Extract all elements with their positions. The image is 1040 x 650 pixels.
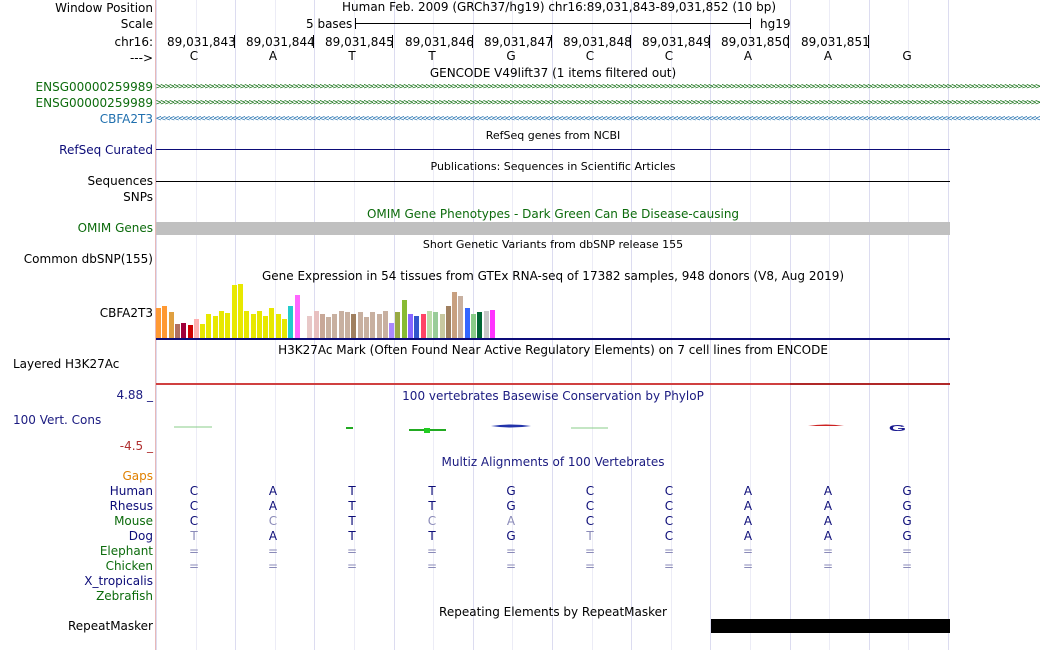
alignment-base: G xyxy=(506,529,516,543)
alignment-base: A xyxy=(743,514,753,528)
gtex-tissue-bar[interactable] xyxy=(238,284,243,338)
track-labels-panel xyxy=(0,0,155,650)
gtex-tissue-bar[interactable] xyxy=(225,313,230,338)
multiz-track-title: Multiz Alignments of 100 Vertebrates xyxy=(441,455,665,469)
phylop-mark-7 xyxy=(808,425,844,427)
alignment-base: T xyxy=(428,499,436,513)
label-species-chicken[interactable]: Chicken xyxy=(105,559,153,573)
assembly-label: hg19 xyxy=(760,17,791,31)
label-gene2[interactable]: ENSG00000259989 xyxy=(35,96,153,110)
label-dbsnp[interactable]: Common dbSNP(155) xyxy=(23,252,153,266)
gtex-tissue-bar[interactable] xyxy=(175,324,180,338)
ruler-position-label: 89,031,845 xyxy=(325,35,394,49)
alignment-base: = xyxy=(426,559,438,573)
scale-text: 5 bases xyxy=(306,17,353,31)
alignment-base: = xyxy=(663,559,675,573)
gtex-track-title: Gene Expression in 54 tissues from GTEx RNA-seq of 17382 samples, 948 donors (V8, Aug 2019) xyxy=(261,269,845,283)
ruler-position-label: 89,031,844 xyxy=(246,35,315,49)
alignment-base: A xyxy=(268,484,278,498)
alignment-base: C xyxy=(664,484,674,498)
dbsnp-track-title: Short Genetic Variants from dbSNP release 155 xyxy=(422,238,684,251)
alignment-base: = xyxy=(742,544,754,558)
alignment-base: T xyxy=(586,529,594,543)
label-window-position[interactable]: Window Position xyxy=(55,1,153,15)
sequence-base: A xyxy=(268,49,278,63)
ruler-position-label: 89,031,846 xyxy=(405,35,474,49)
label-gaps[interactable]: Gaps xyxy=(122,469,153,483)
gtex-baseline xyxy=(156,338,950,340)
position-title: Human Feb. 2009 (GRCh37/hg19) chr16:89,031,843-89,031,852 (10 bp) xyxy=(342,0,777,14)
gtex-tissue-bar[interactable] xyxy=(301,324,306,338)
gtex-tissue-bar[interactable] xyxy=(395,312,400,338)
gtex-tissue-bar[interactable] xyxy=(326,317,331,338)
alignment-base: G xyxy=(902,514,912,528)
label-arrow[interactable]: ---> xyxy=(129,51,153,65)
phylop-track-title: 100 vertebrates Basewise Conservation by PhyloP xyxy=(402,389,704,403)
gtex-tissue-bar[interactable] xyxy=(364,317,369,338)
alignment-base: C xyxy=(427,514,437,528)
gtex-tissue-bar[interactable] xyxy=(427,311,432,338)
alignment-base: A xyxy=(823,484,833,498)
ruler-position-label: 89,031,848 xyxy=(563,35,632,49)
alignment-base: = xyxy=(188,559,200,573)
refseq-track-title: RefSeq genes from NCBI xyxy=(485,129,621,142)
alignment-base: A xyxy=(823,514,833,528)
ruler-position-label: 89,031,851 xyxy=(801,35,870,49)
gtex-tissue-bar[interactable] xyxy=(458,296,463,338)
gtex-tissue-bar[interactable] xyxy=(477,312,482,338)
alignment-base: C xyxy=(585,514,595,528)
alignment-base: T xyxy=(348,529,356,543)
alignment-base: T xyxy=(428,529,436,543)
alignment-base: A xyxy=(268,499,278,513)
gtex-tissue-bar[interactable] xyxy=(206,314,211,338)
publications-line[interactable] xyxy=(156,181,950,182)
sequence-base: A xyxy=(823,49,833,63)
alignment-base: G xyxy=(506,499,516,513)
sequence-base: C xyxy=(664,49,674,63)
label-species-mouse[interactable]: Mouse xyxy=(114,514,153,528)
alignment-base: T xyxy=(348,499,356,513)
alignment-base: C xyxy=(268,514,278,528)
alignment-base: C xyxy=(664,514,674,528)
gtex-tissue-bar[interactable] xyxy=(244,311,249,338)
gtex-tissue-bar[interactable] xyxy=(156,308,161,338)
sequence-base: G xyxy=(902,49,912,63)
gtex-tissue-bar[interactable] xyxy=(257,311,262,338)
label-snps[interactable]: SNPs xyxy=(123,190,153,204)
gtex-tissue-bar[interactable] xyxy=(219,311,224,338)
sequence-base: T xyxy=(348,49,356,63)
gtex-tissue-bar[interactable] xyxy=(332,314,337,338)
label-h3k27ac[interactable]: Layered H3K27Ac xyxy=(13,357,120,371)
label-refseq[interactable]: RefSeq Curated xyxy=(59,143,153,157)
gtex-tissue-bar[interactable] xyxy=(295,295,300,338)
alignment-base: T xyxy=(428,484,436,498)
scale-bar-left-end xyxy=(355,18,356,29)
repeatmasker-track-title: Repeating Elements by RepeatMasker xyxy=(439,605,667,619)
gtex-tissue-bar[interactable] xyxy=(345,312,350,338)
alignment-base: = xyxy=(505,544,517,558)
alignment-base: T xyxy=(348,484,356,498)
label-omim[interactable]: OMIM Genes xyxy=(77,221,153,235)
label-species-human[interactable]: Human xyxy=(109,484,153,498)
gtex-tissue-bar[interactable] xyxy=(276,314,281,338)
gtex-tissue-bar[interactable] xyxy=(232,285,237,338)
alignment-base: C xyxy=(585,499,595,513)
sequence-base: T xyxy=(428,49,436,63)
gtex-tissue-bar[interactable] xyxy=(200,324,205,338)
gtex-tissue-bar[interactable] xyxy=(484,311,489,338)
label-cons[interactable]: 100 Vert. Cons xyxy=(13,413,102,427)
alignment-base: = xyxy=(346,544,358,558)
label-species-x_tropicalis[interactable]: X_tropicalis xyxy=(84,574,153,588)
alignment-base: = xyxy=(584,544,596,558)
alignment-base: = xyxy=(505,559,517,573)
gtex-tissue-bar[interactable] xyxy=(307,316,312,338)
gtex-tissue-bar[interactable] xyxy=(288,306,293,338)
gene-CBFA2T3[interactable]: <<<<<<<<<<<<<<<<<<<<<<<<<<<<<<<<<<<<<<<<<<<<<<<<<<<<<<<<<<<<<<<<<<<<<<<<<<<<<<<<<<<<<<<<<<<<<<<<<<<<<<<<<<<<<<<<<<<<<<<<<<<<<<<<<<<<<<<<<<<<<<<<<<<<<<<<<<<<<<<<<<<<<<<<<<<<<<<<<<<<<<<<<<<<<<<<<<<<<<<< xyxy=(156,114,1040,124)
alignment-base: A xyxy=(823,499,833,513)
alignment-base: = xyxy=(822,559,834,573)
gtex-tissue-bar[interactable] xyxy=(490,310,495,338)
ruler-position-label: 89,031,850 xyxy=(721,35,790,49)
label-gtex[interactable]: CBFA2T3 xyxy=(99,306,153,320)
label-gene3[interactable]: CBFA2T3 xyxy=(99,112,153,126)
alignment-base: C xyxy=(189,514,199,528)
alignment-base: = xyxy=(188,544,200,558)
gtex-tissue-bar[interactable] xyxy=(314,311,319,338)
ruler-position-label: 89,031,849 xyxy=(642,35,711,49)
phylop-mark-5 xyxy=(491,425,531,428)
alignment-base: C xyxy=(664,529,674,543)
gtex-tissue-bar[interactable] xyxy=(339,311,344,338)
sequence-base: C xyxy=(585,49,595,63)
alignment-base: G xyxy=(902,529,912,543)
scale-bar xyxy=(355,23,751,24)
sequence-base: C xyxy=(189,49,199,63)
gtex-tissue-bar[interactable] xyxy=(320,314,325,338)
refseq-gene-line[interactable] xyxy=(156,149,950,150)
alignment-base: A xyxy=(823,529,833,543)
alignment-base: A xyxy=(743,484,753,498)
alignment-base: G xyxy=(506,484,516,498)
gtex-tissue-bar[interactable] xyxy=(421,314,426,338)
gtex-tissue-bar[interactable] xyxy=(358,312,363,338)
sequence-base: A xyxy=(743,49,753,63)
scale-bar-right-end xyxy=(750,18,751,29)
gtex-tissue-bar[interactable] xyxy=(269,308,274,338)
h3k27ac-track-title: H3K27Ac Mark (Often Found Near Active Regulatory Elements) on 7 cell lines from ENCODE xyxy=(278,343,828,357)
gencode-track-title: GENCODE V49lift37 (1 items filtered out) xyxy=(429,66,677,80)
label-species-rhesus[interactable]: Rhesus xyxy=(109,499,153,513)
alignment-base: = xyxy=(901,544,913,558)
label-phylop-max[interactable]: 4.88 _ xyxy=(116,388,153,402)
gtex-tissue-bar[interactable] xyxy=(414,316,419,338)
gene-ENSG00000259989-2[interactable]: >>>>>>>>>>>>>>>>>>>>>>>>>>>>>>>>>>>>>>>>>>>>>>>>>>>>>>>>>>>>>>>>>>>>>>>>>>>>>>>>>>>>>>>>>>>>>>>>>>>>>>>>>>>>>>>>>>>>>>>>>>>>>>>>>>>>>>>>>>>>>>>>>>>>>>>>>>>>>>>>>>>>>>>>>>>>>>>>>>>>>>>>>>>>>>>>>>>>>>>> xyxy=(156,98,1040,108)
alignment-base: = xyxy=(584,559,596,573)
omim-track-title: OMIM Gene Phenotypes - Dark Green Can Be Disease-causing xyxy=(366,207,740,221)
label-sequences[interactable]: Sequences xyxy=(87,174,153,188)
ruler-position-label: 89,031,847 xyxy=(484,35,553,49)
h3k27ac-signal-dark xyxy=(790,383,950,385)
gtex-tissue-bar[interactable] xyxy=(251,314,256,338)
label-species-elephant[interactable]: Elephant xyxy=(99,544,153,558)
gtex-tissue-bar[interactable] xyxy=(162,306,167,338)
alignment-base: T xyxy=(190,529,198,543)
gtex-tissue-bar[interactable] xyxy=(282,319,287,338)
gtex-tissue-bar[interactable] xyxy=(377,314,382,338)
gtex-tissue-bar[interactable] xyxy=(408,314,413,338)
gtex-tissue-bar[interactable] xyxy=(465,308,470,338)
phylop-mark-4 xyxy=(424,428,430,433)
label-scale[interactable]: Scale xyxy=(120,17,153,31)
alignment-base: C xyxy=(664,499,674,513)
sequence-base: G xyxy=(506,49,516,63)
phylop-conservation-plot[interactable] xyxy=(156,405,950,445)
gtex-tissue-bar[interactable] xyxy=(389,323,394,338)
gtex-tissue-bar[interactable] xyxy=(402,300,407,338)
alignment-base: C xyxy=(189,484,199,498)
ruler-position-label: 89,031,843 xyxy=(167,35,236,49)
gtex-tissue-bar[interactable] xyxy=(471,314,476,338)
alignment-base: T xyxy=(348,514,356,528)
gtex-tissue-bar[interactable] xyxy=(370,312,375,338)
repeatmasker-element[interactable] xyxy=(711,619,950,633)
alignment-base: = xyxy=(267,544,279,558)
gtex-tissue-bar[interactable] xyxy=(181,323,186,338)
gtex-tissue-bar[interactable] xyxy=(169,312,174,338)
alignment-base: = xyxy=(267,559,279,573)
alignment-base: = xyxy=(426,544,438,558)
omim-gene-bar[interactable] xyxy=(156,222,950,235)
alignment-base: G xyxy=(902,499,912,513)
phylop-logo-g: G xyxy=(888,423,907,433)
alignment-base: G xyxy=(902,484,912,498)
label-gene1[interactable]: ENSG00000259989 xyxy=(35,80,153,94)
label-repeatmasker[interactable]: RepeatMasker xyxy=(67,619,153,633)
gtex-tissue-bar[interactable] xyxy=(383,311,388,338)
alignment-base: A xyxy=(506,514,516,528)
alignment-base: = xyxy=(822,544,834,558)
label-chrom[interactable]: chr16: xyxy=(114,35,153,49)
gtex-tissue-bar[interactable] xyxy=(188,325,193,338)
alignment-base: = xyxy=(663,544,675,558)
alignment-base: C xyxy=(189,499,199,513)
label-species-dog[interactable]: Dog xyxy=(128,529,153,543)
alignment-base: = xyxy=(742,559,754,573)
alignment-base: C xyxy=(585,484,595,498)
label-species-zebrafish[interactable]: Zebrafish xyxy=(96,589,153,603)
alignment-base: A xyxy=(743,529,753,543)
gtex-tissue-bar[interactable] xyxy=(440,314,445,338)
gtex-tissue-bar[interactable] xyxy=(351,314,356,338)
gene-ENSG00000259989-1[interactable]: >>>>>>>>>>>>>>>>>>>>>>>>>>>>>>>>>>>>>>>>>>>>>>>>>>>>>>>>>>>>>>>>>>>>>>>>>>>>>>>>>>>>>>>>>>>>>>>>>>>>>>>>>>>>>>>>>>>>>>>>>>>>>>>>>>>>>>>>>>>>>>>>>>>>>>>>>>>>>>>>>>>>>>>>>>>>>>>>>>>>>>>>>>>>>>>>>>>>>>>> xyxy=(156,82,1040,92)
publications-track-title: Publications: Sequences in Scientific Articles xyxy=(430,160,676,173)
alignment-base: = xyxy=(901,559,913,573)
browser-image[interactable] xyxy=(156,0,1040,650)
gtex-tissue-bar[interactable] xyxy=(452,292,457,338)
gtex-tissue-bar[interactable] xyxy=(263,316,268,338)
alignment-base: A xyxy=(743,499,753,513)
gtex-tissue-bar[interactable] xyxy=(433,312,438,338)
gtex-tissue-bar[interactable] xyxy=(213,316,218,338)
gtex-tissue-bar[interactable] xyxy=(446,306,451,338)
alignment-base: = xyxy=(346,559,358,573)
gtex-tissue-bar[interactable] xyxy=(194,319,199,338)
alignment-base: A xyxy=(268,529,278,543)
label-phylop-min[interactable]: -4.5 _ xyxy=(119,439,153,453)
